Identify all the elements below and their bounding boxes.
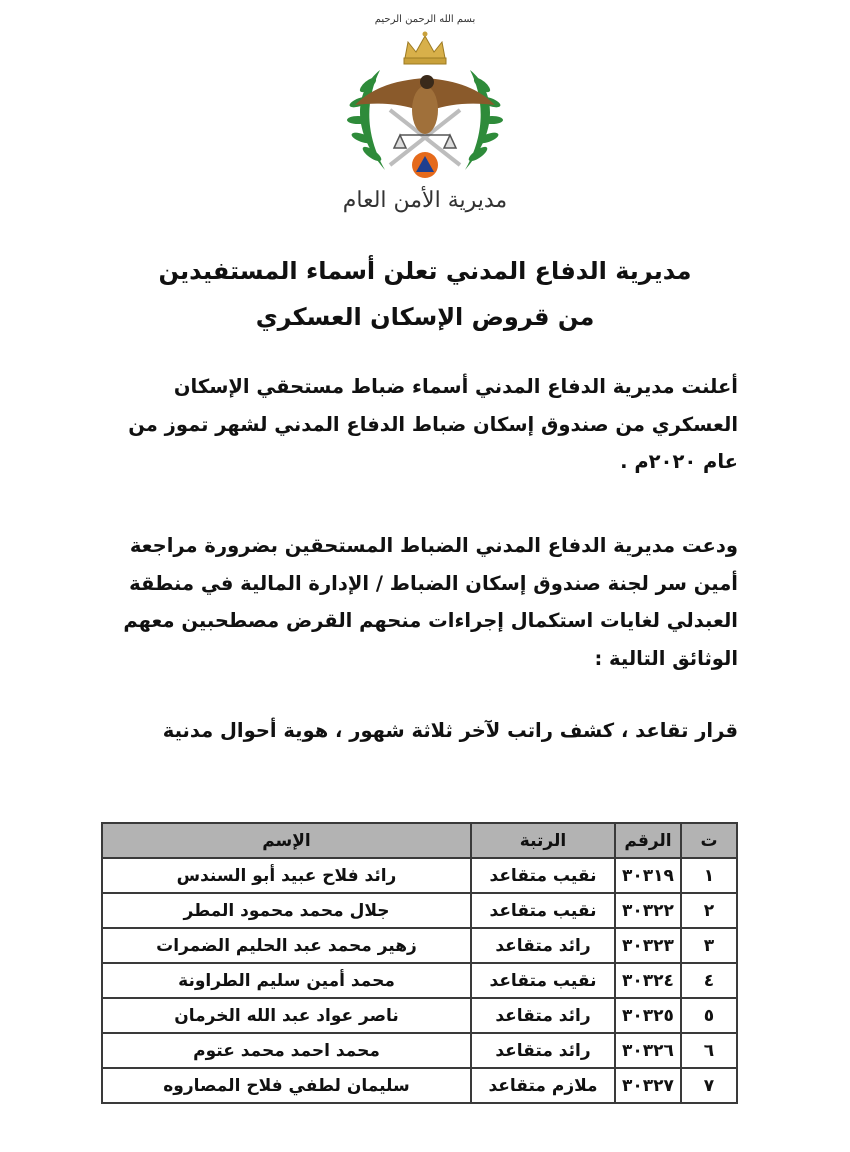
cell-seq: ١ [681,858,737,893]
basmala: بسم الله الرحمن الرحيم [374,14,476,25]
wreath-right-icon [465,70,503,170]
public-security-emblem-icon [330,30,520,190]
cell-rank: رائد متقاعد [471,928,615,963]
cell-name: سليمان لطفي فلاح المصاروه [102,1068,471,1103]
cell-name: جلال محمد محمود المطر [102,893,471,928]
table-header-row [102,823,737,858]
cell-rank: نقيب متقاعد [471,963,615,998]
cell-number: ٣٠٣٢٦ [615,1033,681,1068]
cell-number: ٣٠٣٢٥ [615,998,681,1033]
table-row [102,963,737,998]
cell-rank: ملازم متقاعد [471,1068,615,1103]
wreath-left-icon [347,70,385,170]
cell-name: محمد احمد محمد عتوم [102,1033,471,1068]
crown-icon [404,32,446,65]
header-rank: الرتبة [471,823,615,858]
title-line-1: مديرية الدفاع المدني تعلن أسماء المستفيدين [158,257,692,285]
table-row [102,1033,737,1068]
table-row [102,928,737,963]
table-row [102,858,737,893]
cell-rank: رائد متقاعد [471,1033,615,1068]
cell-seq: ٦ [681,1033,737,1068]
cell-rank: نقيب متقاعد [471,858,615,893]
cell-name: محمد أمين سليم الطراونة [102,963,471,998]
table-row [102,1068,737,1103]
header-number: الرقم [615,823,681,858]
eagle-icon [355,75,495,134]
cell-rank: نقيب متقاعد [471,893,615,928]
cell-rank: رائد متقاعد [471,998,615,1033]
beneficiaries-table [101,822,738,1104]
title-line-2: من قروض الإسكان العسكري [255,303,595,331]
header-seq: ت [681,823,737,858]
emblem [330,8,520,223]
page-title [100,248,750,340]
cell-number: ٣٠٣٢٣ [615,928,681,963]
header-name: الإسم [102,823,471,858]
cell-seq: ٣ [681,928,737,963]
cell-name: ناصر عواد عبد الله الخرمان [102,998,471,1033]
cell-number: ٣٠٣١٩ [615,858,681,893]
invitation-paragraph: ودعت مديرية الدفاع المدني الضباط المستحقين بضرورة مراجعة أمين سر لجنة صندوق إسكان الضباط / الإدارة المالية في منطقة العبدلي لغايات استكمال إجراءات منحهم القرض مصطحبين معهم الوثائق التالية : [123,534,738,670]
cell-name: رائد فلاح عبيد أبو السندس [102,858,471,893]
documents-list: قرار تقاعد ، كشف راتب لآخر ثلاثة شهور ، هوية أحوال مدنية [162,719,738,742]
cell-seq: ٤ [681,963,737,998]
cell-number: ٣٠٣٢٧ [615,1068,681,1103]
cell-number: ٣٠٣٢٢ [615,893,681,928]
cell-number: ٣٠٣٢٤ [615,963,681,998]
cell-seq: ٧ [681,1068,737,1103]
table-row [102,893,737,928]
table-row [102,998,737,1033]
cell-name: زهير محمد عبد الحليم الضمرات [102,928,471,963]
cell-seq: ٥ [681,998,737,1033]
announcement-paragraph: أعلنت مديرية الدفاع المدني أسماء ضباط مستحقي الإسكان العسكري من صندوق إسكان ضباط الدفاع المدني لشهر تموز من عام ٢٠٢٠م . [128,375,738,473]
emblem-caption: مديرية الأمن العام [342,188,508,213]
cell-seq: ٢ [681,893,737,928]
